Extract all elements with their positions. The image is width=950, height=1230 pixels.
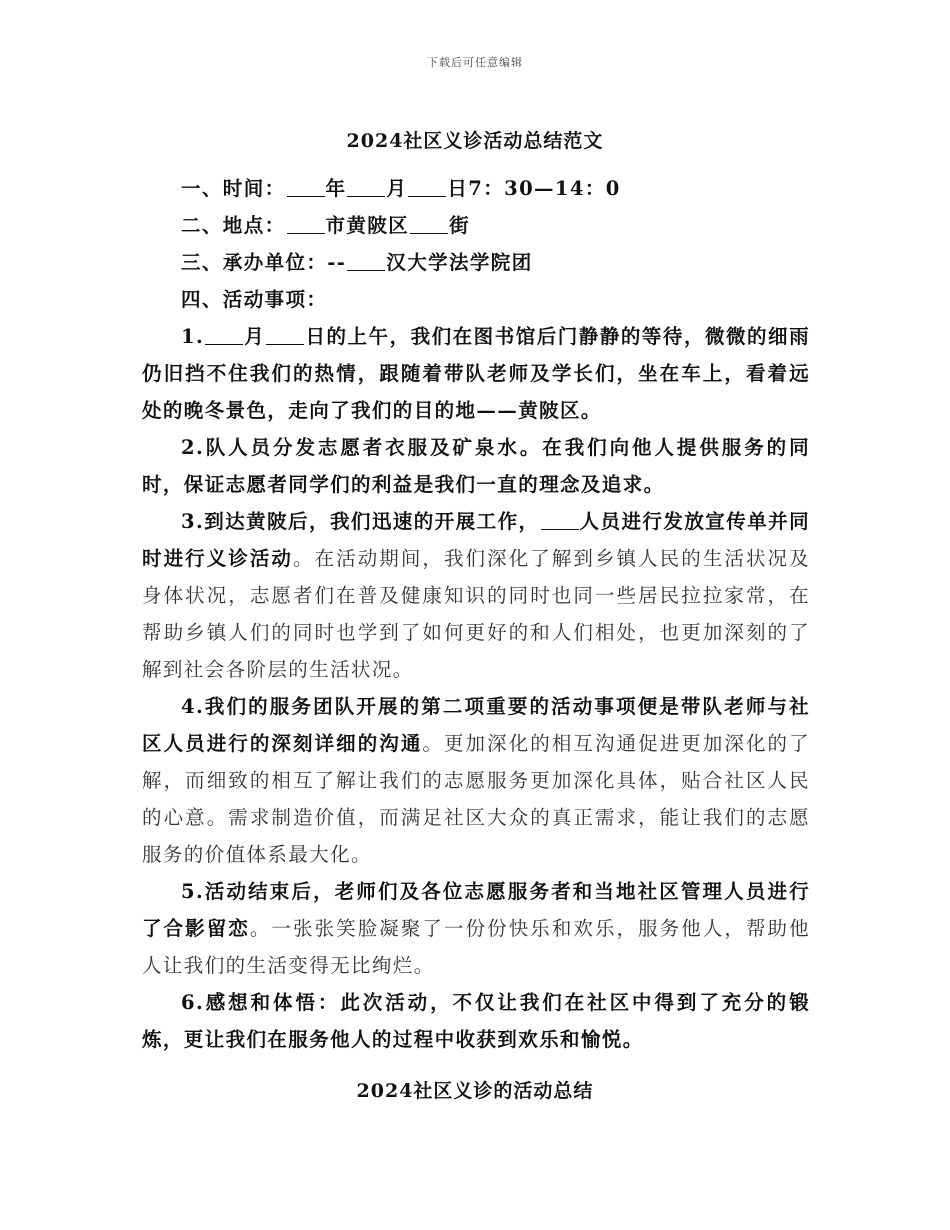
- item-5: [142, 873, 810, 984]
- items-heading: 四、活动事项：: [181, 288, 328, 311]
- blank-field: [266, 322, 304, 345]
- place-street: 街: [449, 214, 471, 237]
- document-body: [142, 170, 810, 1058]
- item-4: [142, 688, 810, 873]
- time-line: [142, 170, 810, 207]
- header-note: 下载后可任意编辑: [427, 56, 523, 69]
- place-line: [142, 207, 810, 244]
- blank-field: [287, 211, 325, 234]
- item-1-text: 日的上午，我们在图书馆后门静静的等待，微微的细雨仍旧挡不住我们的热情，跟随着带队老师及学长们，坐在车上，看着远处的晚冬景色，走向了我们的目的地——黄陂区。: [142, 325, 810, 422]
- time-label: 一、时间：: [181, 177, 286, 200]
- item-3-detail: 。在活动期间，我们深化了解到乡镇人民的生活状况及身体状况，志愿者们在普及健康知识的同时也同一些居民拉拉家常，在帮助乡镇人们的同时也学到了如何更好的和人们相处，也更加深刻的了解到社会各阶层的生活状况。: [142, 547, 810, 681]
- blank-field: [410, 211, 448, 234]
- blank-field: [205, 322, 243, 345]
- item-4-detail: 。更加深化的相互沟通促进更加深化的了解，而细致的相互了解让我们的志愿服务更加深化具体，贴合社区人民的心意。需求制造价值，而满足社区大众的真正需求，能让我们的志愿服务的价值体系最大化。: [142, 732, 811, 866]
- item-2: 2.队人员分发志愿者衣服及矿泉水。在我们向他人提供服务的同时，保证志愿者同学们的利益是我们一直的理念及追求。: [142, 436, 810, 496]
- document-title: 2024社区义诊活动总结范文: [346, 130, 604, 152]
- item-5-bold: 5.活动结束后，老师们及各位志愿服务者和当地社区管理人员进行了合影留恋: [142, 880, 810, 940]
- item-3: [142, 503, 810, 688]
- blank-field: [541, 507, 579, 530]
- section-subtitle: 2024社区义诊的活动总结: [356, 1080, 594, 1102]
- item-3-bold-after: 人员进行发放宣传单并同时进行义诊活动: [142, 510, 811, 570]
- item-1: [142, 318, 810, 429]
- time-year: 年: [325, 177, 347, 200]
- item-4-bold: 4.我们的服务团队开展的第二项重要的活动事项便是带队老师与社区人员进行的深刻详细的沟通: [142, 695, 810, 755]
- organizer-label: 三、承办单位：--: [181, 251, 347, 274]
- blank-field: [287, 174, 325, 197]
- place-city: 市黄陂区: [325, 214, 410, 237]
- item-1-num: 1.: [181, 325, 205, 348]
- blank-field: [347, 248, 385, 271]
- item-1-month: 月: [244, 325, 266, 348]
- item-6: 6.感想和体悟：此次活动，不仅让我们在社区中得到了充分的锻炼，更让我们在服务他人的过程中收获到欢乐和愉悦。: [142, 991, 810, 1051]
- blank-field: [408, 174, 446, 197]
- time-day: 日7：30—14：0: [447, 177, 621, 200]
- place-label: 二、地点：: [181, 214, 286, 237]
- item-3-bold-before: 3.到达黄陂后，我们迅速的开展工作，: [181, 510, 540, 533]
- organizer-line: [142, 244, 810, 281]
- blank-field: [347, 174, 385, 197]
- organizer-name: 汉大学法学院团: [386, 251, 533, 274]
- item-5-detail: 。一张张笑脸凝聚了一份份快乐和欢乐，服务他人，帮助他人让我们的生活变得无比绚烂。: [142, 917, 810, 977]
- time-month: 月: [386, 177, 408, 200]
